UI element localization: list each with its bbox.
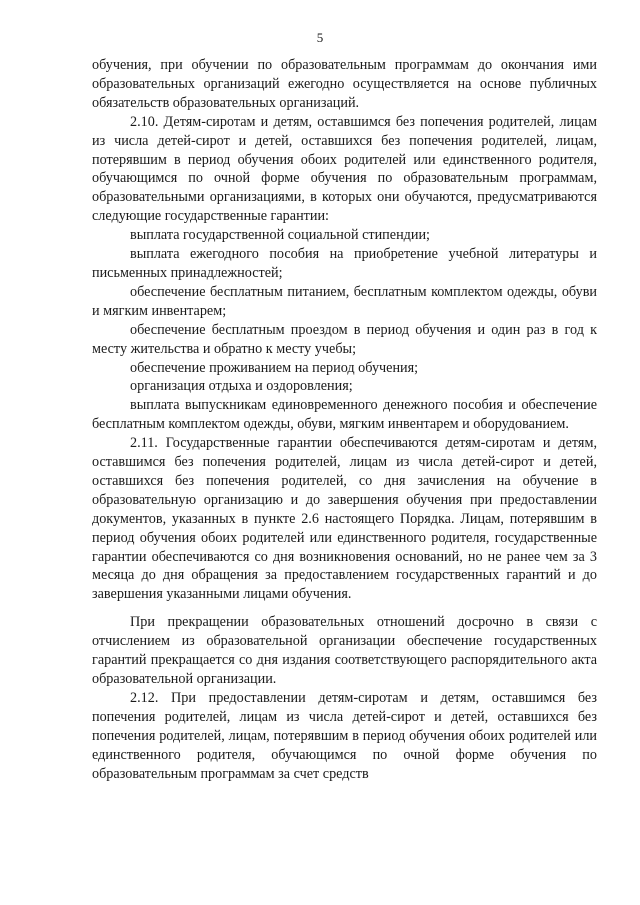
document-body xyxy=(92,56,597,783)
paragraph-termination: При прекращении образовательных отношений досрочно в связи с отчислением из образовательной организации обеспечение государственных гарантий прекращается со дня издания соответствующего распорядительного акта образовательной организации. xyxy=(92,614,597,687)
paragraph-2-11: 2.11. Государственные гарантии обеспечиваются детям-сиротам и детям, оставшимся без попечения родителей, лицам из числа детей-сирот и детей, оставшихся без попечения родителей, со дня зачисления на обучение в образовательную организацию и до завершения обучения при предоставлении документов, указанных в пункте 2.6 настоящего Порядка. Лицам, потерявшим в период обучения обоих родителей или единственного родителя, государственные гарантии обеспечиваются со дня возникновения оснований, но не ранее чем за 3 месяца до дня обращения за предоставлением государственных гарантий и до завершения указанными лицами обучения. xyxy=(92,435,597,603)
list-item-stipend: выплата государственной социальной стипендии; xyxy=(130,227,431,244)
paragraph-2-10: 2.10. Детям-сиротам и детям, оставшимся без попечения родителей, лицам из числа детей-сирот и детей, оставшихся без попечения родителей, лицам, потерявшим в период обучения обоих родителей или единственного родителя, обучающимся по очной форме обучения по образовательным программам, образовательными организациями, в которых они обучаются, предусматриваются следующие государственные гарантии: xyxy=(92,113,597,225)
paragraph-continuation: обучения, при обучении по образовательным программам до окончания ими образовательных организаций ежегодно осуществляется на основе публичных обязательств образовательных организаций. xyxy=(92,57,597,111)
list-item-recreation: организация отдыха и оздоровления; xyxy=(130,378,353,395)
list-item-accommodation: обеспечение проживанием на период обучения; xyxy=(130,359,419,376)
list-item-food-clothing: обеспечение бесплатным питанием, бесплатным комплектом одежды, обуви и мягким инвентарем; xyxy=(92,283,597,319)
list-item-graduate-allowance: выплата выпускникам единовременного денежного пособия и обеспечение бесплатным комплектом одежды, обуви, мягким инвентарем и оборудованием. xyxy=(92,397,597,433)
list-item-travel: обеспечение бесплатным проездом в период обучения и один раз в год к месту жительства и обратно к месту учебы; xyxy=(92,321,597,357)
paragraph-2-12: 2.12. При предоставлении детям-сиротам и детям, оставшимся без попечения родителей, лицам из числа детей-сирот и детей, оставшихся без попечения родителей, лицам, потерявшим в период обучения обоих родителей или единственного родителя, обучающимся по очной форме обучения по образовательным программам за счет средств xyxy=(92,689,597,782)
page-number: 5 xyxy=(316,30,324,45)
list-item-literature-allowance: выплата ежегодного пособия на приобретение учебной литературы и письменных принадлежностей; xyxy=(92,246,597,281)
